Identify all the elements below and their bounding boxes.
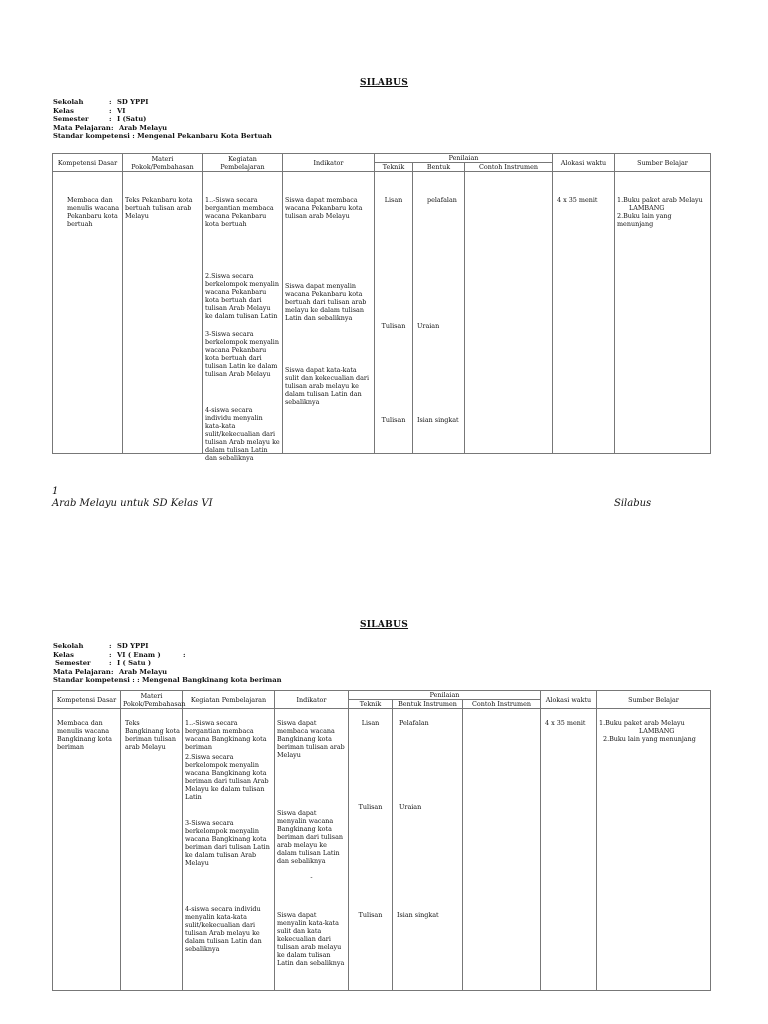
teknik-item: Lisan bbox=[361, 719, 380, 727]
header-teknik: Teknik bbox=[349, 700, 393, 709]
meta-colon: : bbox=[109, 650, 112, 659]
kegiatan-item: 1..-Siswa secara bergantian membaca wacana Bangkinang kota beriman bbox=[185, 719, 267, 751]
header-sumber: Sumber Belajar bbox=[597, 691, 711, 709]
bentuk-item: Uraian bbox=[417, 322, 440, 330]
materi-cell: Teks Pekanbaru kota bertuah tulisan arab Melayu bbox=[125, 196, 193, 220]
indikator-item: - bbox=[310, 873, 313, 881]
page1-title: SILABUS bbox=[359, 78, 409, 88]
indikator-item: Siswa dapat menyalin kata-kata sulit dan kata kekecualian dari tulisan arab melayu ke dalam tulisan Latin dan sebaliknya bbox=[277, 911, 345, 967]
header-alokasi: Alokasi waktu bbox=[553, 154, 615, 172]
meta-label: Sekolah bbox=[53, 98, 84, 106]
teknik-item: Tulisan bbox=[381, 416, 406, 424]
header-penilaian: Penilaian bbox=[375, 154, 553, 163]
alokasi-cell: 4 x 35 menit bbox=[557, 196, 598, 204]
bentuk-item: Isian singkat bbox=[397, 911, 439, 919]
meta-value: SD YPPI bbox=[117, 98, 149, 106]
meta-value: Arab Melayu bbox=[119, 123, 168, 132]
kegiatan-item: 3-Siswa secara berkelompok menyalin wacana Bangkinang kota beriman dari tulisan Latin ke dalam tulisan Arab Melayu bbox=[185, 819, 270, 867]
header-teknik: Teknik bbox=[375, 163, 413, 172]
meta-label: Sekolah bbox=[53, 642, 84, 650]
header-materi: Materi Pokok/Pembahasan bbox=[123, 154, 203, 172]
meta-label: Mata Pelajaran bbox=[53, 667, 111, 676]
header-materi: Materi Pokok/Pembahasan bbox=[121, 691, 183, 709]
header-kegiatan: Kegiatan Pembelajaran bbox=[183, 691, 275, 709]
contoh-cell bbox=[463, 709, 541, 991]
header-sumber: Sumber Belajar bbox=[615, 154, 711, 172]
kegiatan-item: 1..-Siswa secara bergantian membaca wacana Pekanbaru kota bertuah bbox=[205, 196, 274, 228]
meta-label: Semester bbox=[55, 659, 91, 668]
sumber-item: 2.Buku lain yang menunjang bbox=[617, 212, 672, 228]
header-kompetensi: Kompetensi Dasar bbox=[53, 691, 121, 709]
indikator-item: Siswa dapat membaca wacana Bangkinang kota beriman tulisan arab Melayu bbox=[277, 719, 345, 759]
bentuk-item: Pelafalan bbox=[399, 719, 429, 727]
meta-colon: : bbox=[109, 106, 112, 115]
materi-cell: Teks Bangkinang kota beriman tulisan arab Melayu bbox=[125, 719, 180, 751]
sumber-item: LAMBANG bbox=[639, 727, 675, 735]
meta-colon: : bbox=[109, 115, 112, 124]
footer-book-title: Arab Melayu untuk SD Kelas VI bbox=[52, 498, 213, 509]
sumber-item: 2.Buku lain yang menunjang bbox=[603, 735, 696, 743]
teknik-item: Tulisan bbox=[358, 911, 383, 919]
meta-value: SD YPPI bbox=[117, 642, 149, 650]
meta-label: Semester bbox=[53, 115, 89, 124]
meta-value: Arab Melayu bbox=[119, 667, 168, 676]
page-number: 1 bbox=[52, 486, 59, 497]
table-row bbox=[53, 709, 711, 991]
standar-kompetensi: Standar kompetensi : : Mengenal Bangkinang kota beriman bbox=[53, 676, 282, 685]
bentuk-item: Isian singkat bbox=[417, 416, 459, 424]
sumber-item: 1.Buku paket arab Melayu bbox=[617, 196, 703, 204]
page1-syllabus-table bbox=[52, 153, 711, 462]
page2-title: SILABUS bbox=[359, 620, 409, 630]
bentuk-item: pelafalan bbox=[427, 196, 457, 204]
kompetensi-cell: Membaca dan menulis wacana Pekanbaru kota bertuah bbox=[67, 196, 120, 228]
meta-value: VI ( Enam ) bbox=[117, 650, 161, 659]
bentuk-item: Uraian bbox=[399, 803, 422, 811]
meta-value: I ( Satu ) bbox=[117, 659, 152, 668]
meta-value: I (Satu) bbox=[117, 115, 147, 124]
header-kompetensi: Kompetensi Dasar bbox=[53, 154, 123, 172]
indikator-item: Siswa dapat kata-kata sulit dan kekecualian dari tulisan arab melayu ke dalam tulisan Latin dan sebaliknya bbox=[285, 366, 369, 406]
meta-label: Mata Pelajaran bbox=[53, 123, 111, 132]
indikator-item: Siswa dapat menyalin wacana Bangkinang kota beriman dari tulisan arab melayu ke dalam tulisan Latin dan sebaliknya bbox=[277, 809, 343, 865]
header-penilaian: Penilaian bbox=[349, 691, 541, 700]
header-kegiatan: Kegiatan Pembelajaran bbox=[203, 154, 283, 172]
header-bentuk: Bentuk Instrumen bbox=[393, 700, 463, 709]
teknik-item: Tulisan bbox=[381, 322, 406, 330]
sumber-item: 1.Buku paket arab Melayu bbox=[599, 719, 685, 727]
teknik-item: Tulisan bbox=[358, 803, 383, 811]
meta-label: Kelas bbox=[53, 106, 74, 115]
meta-colon: : bbox=[111, 123, 114, 132]
kegiatan-item: 4-siswa secara individu menyalin kata-kata sulit/kekecualian dari tulisan Arab melayu ke dalam tulisan Latin dan sebaliknya bbox=[205, 406, 280, 462]
footer-section-title: Silabus bbox=[614, 498, 652, 509]
header-bentuk: Bentuk bbox=[413, 163, 465, 172]
contoh-cell bbox=[465, 172, 553, 454]
kegiatan-item: 4-siswa secara individu menyalin kata-kata sulit/kekecualian dari tulisan Arab melayu ke dalam tulisan Latin dan sebaliknya bbox=[185, 905, 262, 953]
indikator-item: Siswa dapat membaca wacana Pekanbaru kota tulisan arab Melayu bbox=[285, 196, 363, 220]
header-contoh: Contoh Instrumen bbox=[465, 163, 553, 172]
teknik-item: Lisan bbox=[384, 196, 403, 204]
meta-value: VI bbox=[117, 106, 126, 115]
meta-colon: : bbox=[109, 98, 112, 106]
meta-extra-colon: : bbox=[183, 650, 186, 659]
kompetensi-cell: Membaca dan menulis wacana Bangkinang kota beriman bbox=[57, 719, 112, 751]
kegiatan-item: 2.Siswa secara berkelompok menyalin wacana Bangkinang kota beriman dari tulisan Arab Melayu ke dalam tulisan Latin bbox=[185, 753, 269, 801]
table-row bbox=[53, 172, 711, 454]
meta-label: Kelas bbox=[53, 650, 74, 659]
meta-colon: : bbox=[111, 667, 114, 676]
indikator-item: Siswa dapat menyalin wacana Pekanbaru kota bertuah dari tulisan arab melayu ke dalam tulisan Latin dan sebaliknya bbox=[285, 282, 367, 322]
page2-syllabus-table bbox=[52, 690, 711, 991]
kegiatan-item: 2.Siswa secara berkelompok menyalin wacana Pekanbaru kota bertuah dari tulisan Arab Melayu ke dalam tulisan Latin bbox=[205, 272, 279, 320]
standar-kompetensi: Standar kompetensi : Mengenal Pekanbaru Kota Bertuah bbox=[53, 132, 272, 141]
header-indikator: Indikator bbox=[283, 154, 375, 172]
sumber-item: LAMBANG bbox=[629, 204, 665, 212]
header-alokasi: Alokasi waktu bbox=[541, 691, 597, 709]
header-contoh: Contoh Instrumen bbox=[463, 700, 541, 709]
meta-colon: : bbox=[109, 642, 112, 650]
meta-colon: : bbox=[109, 659, 112, 668]
alokasi-cell: 4 x 35 menit bbox=[545, 719, 586, 727]
header-indikator: Indikator bbox=[275, 691, 349, 709]
kegiatan-item: 3-Siswa secara berkelompok menyalin wacana Pekanbaru kota bertuah dari tulisan Latin ke dalam tulisan Arab Melayu bbox=[205, 330, 279, 378]
